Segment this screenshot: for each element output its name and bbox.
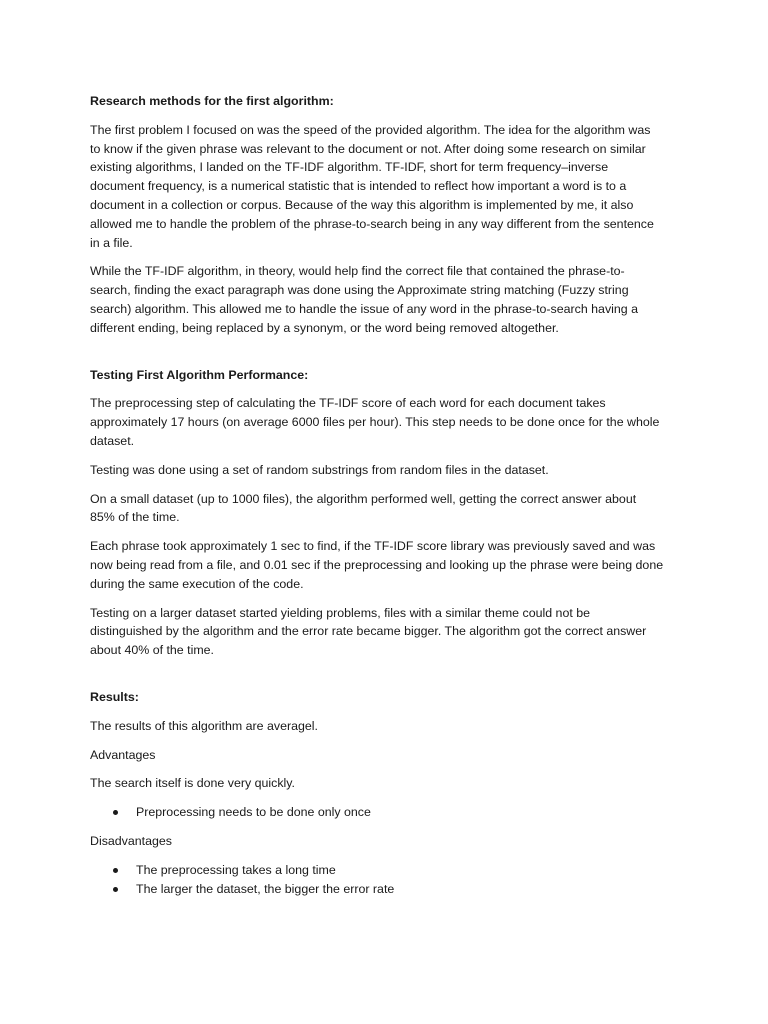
section-heading-results: Results: bbox=[90, 689, 139, 704]
list-item-text: The preprocessing takes a long time bbox=[136, 862, 336, 877]
bullet-icon bbox=[113, 868, 118, 873]
paragraph: The preprocessing step of calculating the TF-IDF score of each word for each document takes approximately 17 hours (on average 6000 files per hour). This step needs to be done once for the whole dataset. bbox=[90, 396, 660, 448]
paragraph: The search itself is done very quickly. bbox=[90, 776, 295, 791]
spacer bbox=[90, 348, 690, 366]
paragraph: Testing was done using a set of random substrings from random files in the dataset. bbox=[90, 462, 549, 477]
list-item bbox=[90, 861, 690, 880]
paragraph: Testing on a larger dataset started yielding problems, files with a similar theme could not be distinguished by the algorithm and the error rate became bigger. The algorithm got the correct answer about 40% of the time. bbox=[90, 605, 647, 658]
paragraph: The results of this algorithm are averagel. bbox=[90, 718, 318, 733]
section-heading-research: Research methods for the first algorithm: bbox=[90, 94, 334, 108]
paragraph: On a small dataset (up to 1000 files), the algorithm performed well, getting the correct answer about 85% of the time. bbox=[90, 491, 637, 525]
list-item bbox=[90, 803, 690, 822]
spacer bbox=[90, 670, 690, 688]
document-page bbox=[90, 92, 690, 908]
advantages-label: Advantages bbox=[90, 747, 156, 762]
section-heading-testing: Testing First Algorithm Performance: bbox=[90, 367, 309, 382]
list-item-text: Preprocessing needs to be done only once bbox=[136, 805, 371, 820]
disadvantages-label: Disadvantages bbox=[90, 833, 172, 848]
list-item-text: The larger the dataset, the bigger the error rate bbox=[136, 881, 395, 896]
bullet-icon bbox=[113, 887, 118, 892]
paragraph: While the TF-IDF algorithm, in theory, would help find the correct file that contained the phrase-to- search, finding the exact paragraph was done using the Approximate string matching (Fuzzy string search) algorithm. This allowed me to handle the issue of any word in the phrase-to-search having a different ending, being replaced by a synonym, or the word being removed altogether. bbox=[90, 264, 639, 335]
advantages-list bbox=[90, 803, 690, 822]
paragraph: Each phrase took approximately 1 sec to find, if the TF-IDF score library was previously saved and was now being read from a file, and 0.01 sec if the preprocessing and looking up the phrase were being done during the same execution of the code. bbox=[90, 539, 664, 591]
list-item bbox=[90, 880, 690, 899]
bullet-icon bbox=[113, 810, 118, 815]
disadvantages-list bbox=[90, 861, 690, 899]
paragraph: The first problem I focused on was the speed of the provided algorithm. The idea for the algorithm was to know if the given phrase was relevant to the document or not. After doing some research on similar existing algorithms, I landed on the TF-IDF algorithm. TF-IDF, short for term frequency–inverse document frequency, is a numerical statistic that is intended to reflect how important a word is to a document in a collection or corpus. Because of the way this algorithm is implemented by me, it also allowed me to handle the problem of the phrase-to-search being in any way different from the sentence in a file. bbox=[90, 122, 654, 250]
